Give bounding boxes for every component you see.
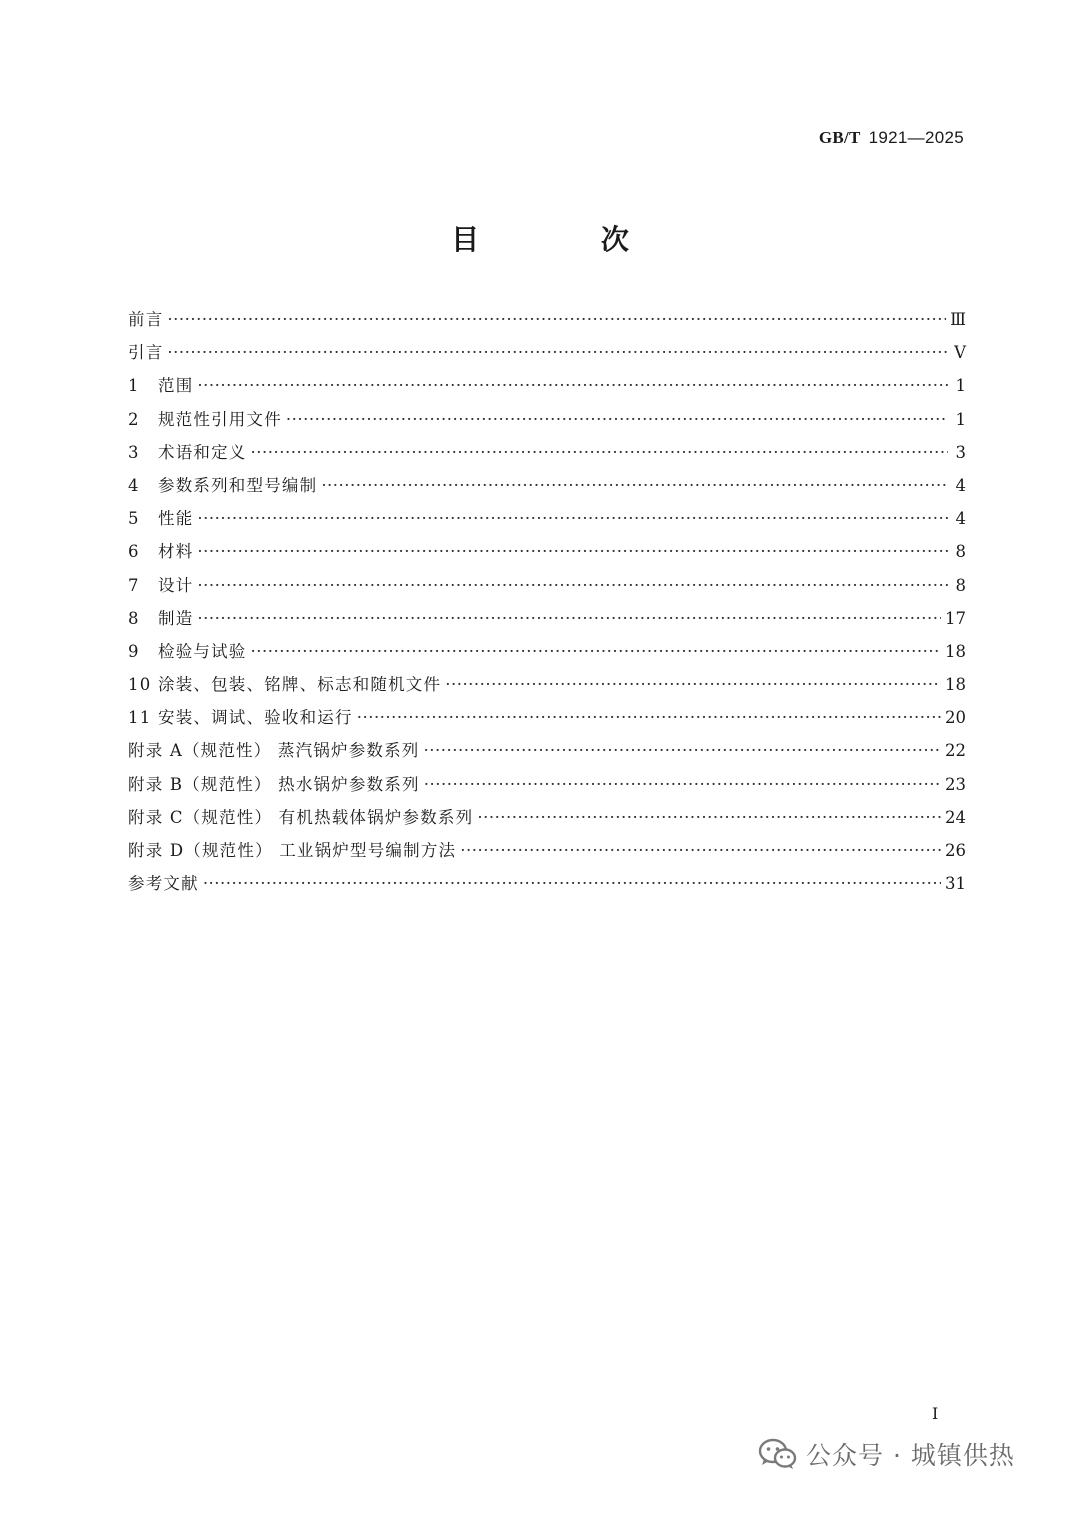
toc-entry-page: 8 [955, 575, 966, 595]
toc-entry-number: 3 [128, 442, 140, 462]
toc-entry[interactable] [128, 804, 966, 837]
toc-entry-label: 检验与试验 [158, 641, 247, 661]
toc-leader-dots [321, 476, 948, 495]
toc-entry-page: 18 [945, 641, 966, 661]
toc-entry-label: 附录 A（规范性） 蒸汽锅炉参数系列 [128, 741, 420, 761]
standard-code [819, 128, 964, 148]
toc-entry[interactable] [128, 771, 966, 804]
toc-entry-page: 20 [945, 708, 966, 728]
toc-leader-dots [424, 741, 941, 760]
toc-entry-number: 5 [128, 509, 140, 529]
toc-leader-dots [445, 675, 941, 694]
toc-entry[interactable] [128, 472, 966, 505]
toc-entry-label: 参数系列和型号编制 [158, 475, 318, 495]
toc-entry[interactable] [128, 538, 966, 571]
toc-entry-page: 1 [955, 409, 966, 429]
toc-entry[interactable] [128, 638, 966, 671]
toc-entry-number: 11 [128, 708, 152, 728]
toc-entry-label: 附录 C（规范性） 有机热载体锅炉参数系列 [128, 807, 474, 827]
toc-leader-dots [251, 443, 949, 462]
toc-entry-page: 23 [945, 774, 966, 794]
toc-leader-dots [197, 609, 941, 628]
table-of-contents [128, 306, 966, 903]
toc-entry-page: 1 [955, 376, 966, 396]
toc-leader-dots [167, 343, 948, 362]
toc-entry[interactable] [128, 306, 966, 339]
toc-entry-label: 参考文献 [128, 874, 199, 894]
toc-entry-label: 术语和定义 [158, 442, 247, 462]
watermark-text: 公众号 · 城镇供热 [806, 1441, 1015, 1470]
toc-entry-page: 17 [945, 608, 966, 628]
toc-leader-dots [197, 542, 948, 561]
toc-entry[interactable] [128, 439, 966, 472]
toc-leader-dots [251, 642, 942, 661]
toc-entry-label: 涂装、包装、铭牌、标志和随机文件 [158, 675, 442, 695]
toc-leader-dots [286, 410, 948, 429]
toc-entry-label: 安装、调试、验收和运行 [158, 708, 353, 728]
toc-entry[interactable] [128, 671, 966, 704]
toc-entry[interactable] [128, 737, 966, 770]
toc-entry-label: 引言 [128, 343, 164, 363]
toc-entry-page: 18 [945, 675, 966, 695]
toc-entry[interactable] [128, 372, 966, 405]
toc-entry-page: 26 [945, 841, 966, 860]
toc-leader-dots [197, 509, 948, 528]
toc-entry-label: 前言 [128, 310, 164, 329]
toc-entry-page: Ⅴ [954, 343, 966, 363]
toc-entry-number: 9 [128, 641, 140, 661]
toc-entry-label: 范围 [158, 376, 194, 396]
toc-entry-label: 制造 [158, 608, 194, 628]
toc-entry-label: 设计 [158, 575, 194, 595]
toc-entry[interactable] [128, 605, 966, 638]
toc-entry[interactable] [128, 870, 966, 903]
toc-leader-dots [477, 808, 941, 827]
toc-leader-dots [424, 775, 941, 794]
toc-entry[interactable] [128, 505, 966, 538]
toc-entry-page: 4 [955, 475, 966, 495]
toc-entry-page: 24 [945, 807, 966, 827]
watermark [758, 1436, 1015, 1472]
toc-entry-page: Ⅲ [950, 310, 966, 329]
toc-leader-dots [203, 874, 941, 893]
page-number: I [932, 1404, 939, 1423]
toc-entry-number: 10 [128, 675, 152, 695]
standard-prefix: GB/T [818, 128, 861, 147]
toc-entry-number: 8 [128, 608, 140, 628]
toc-leader-dots [357, 708, 941, 727]
toc-entry-page: 8 [955, 542, 966, 562]
toc-entry-label: 规范性引用文件 [158, 409, 282, 429]
toc-entry-number: 4 [128, 475, 140, 495]
wechat-icon [758, 1438, 798, 1470]
toc-entry[interactable] [128, 837, 966, 870]
toc-entry[interactable] [128, 572, 966, 605]
toc-leader-dots [197, 576, 948, 595]
toc-entry-page: 22 [945, 741, 966, 761]
toc-entry-label: 附录 B（规范性） 热水锅炉参数系列 [128, 774, 420, 794]
toc-entry-label: 附录 D（规范性） 工业锅炉型号编制方法 [128, 841, 457, 860]
toc-entry-page: 3 [955, 442, 966, 462]
standard-number: 1921—2025 [868, 128, 964, 147]
toc-entry-number: 1 [128, 376, 140, 396]
toc-entry-page: 4 [955, 509, 966, 529]
toc-leader-dots [167, 310, 946, 329]
toc-entry-label: 性能 [158, 509, 194, 529]
toc-entry-number: 2 [128, 409, 140, 429]
page-title: 目 次 [451, 223, 685, 256]
toc-leader-dots [460, 841, 941, 860]
toc-entry-label: 材料 [158, 542, 194, 562]
toc-entry[interactable] [128, 339, 966, 372]
toc-entry[interactable] [128, 406, 966, 439]
toc-entry-number: 6 [128, 542, 140, 562]
toc-entry-page: 31 [945, 874, 966, 894]
toc-entry[interactable] [128, 704, 966, 737]
toc-leader-dots [197, 376, 948, 395]
toc-entry-number: 7 [128, 575, 140, 595]
